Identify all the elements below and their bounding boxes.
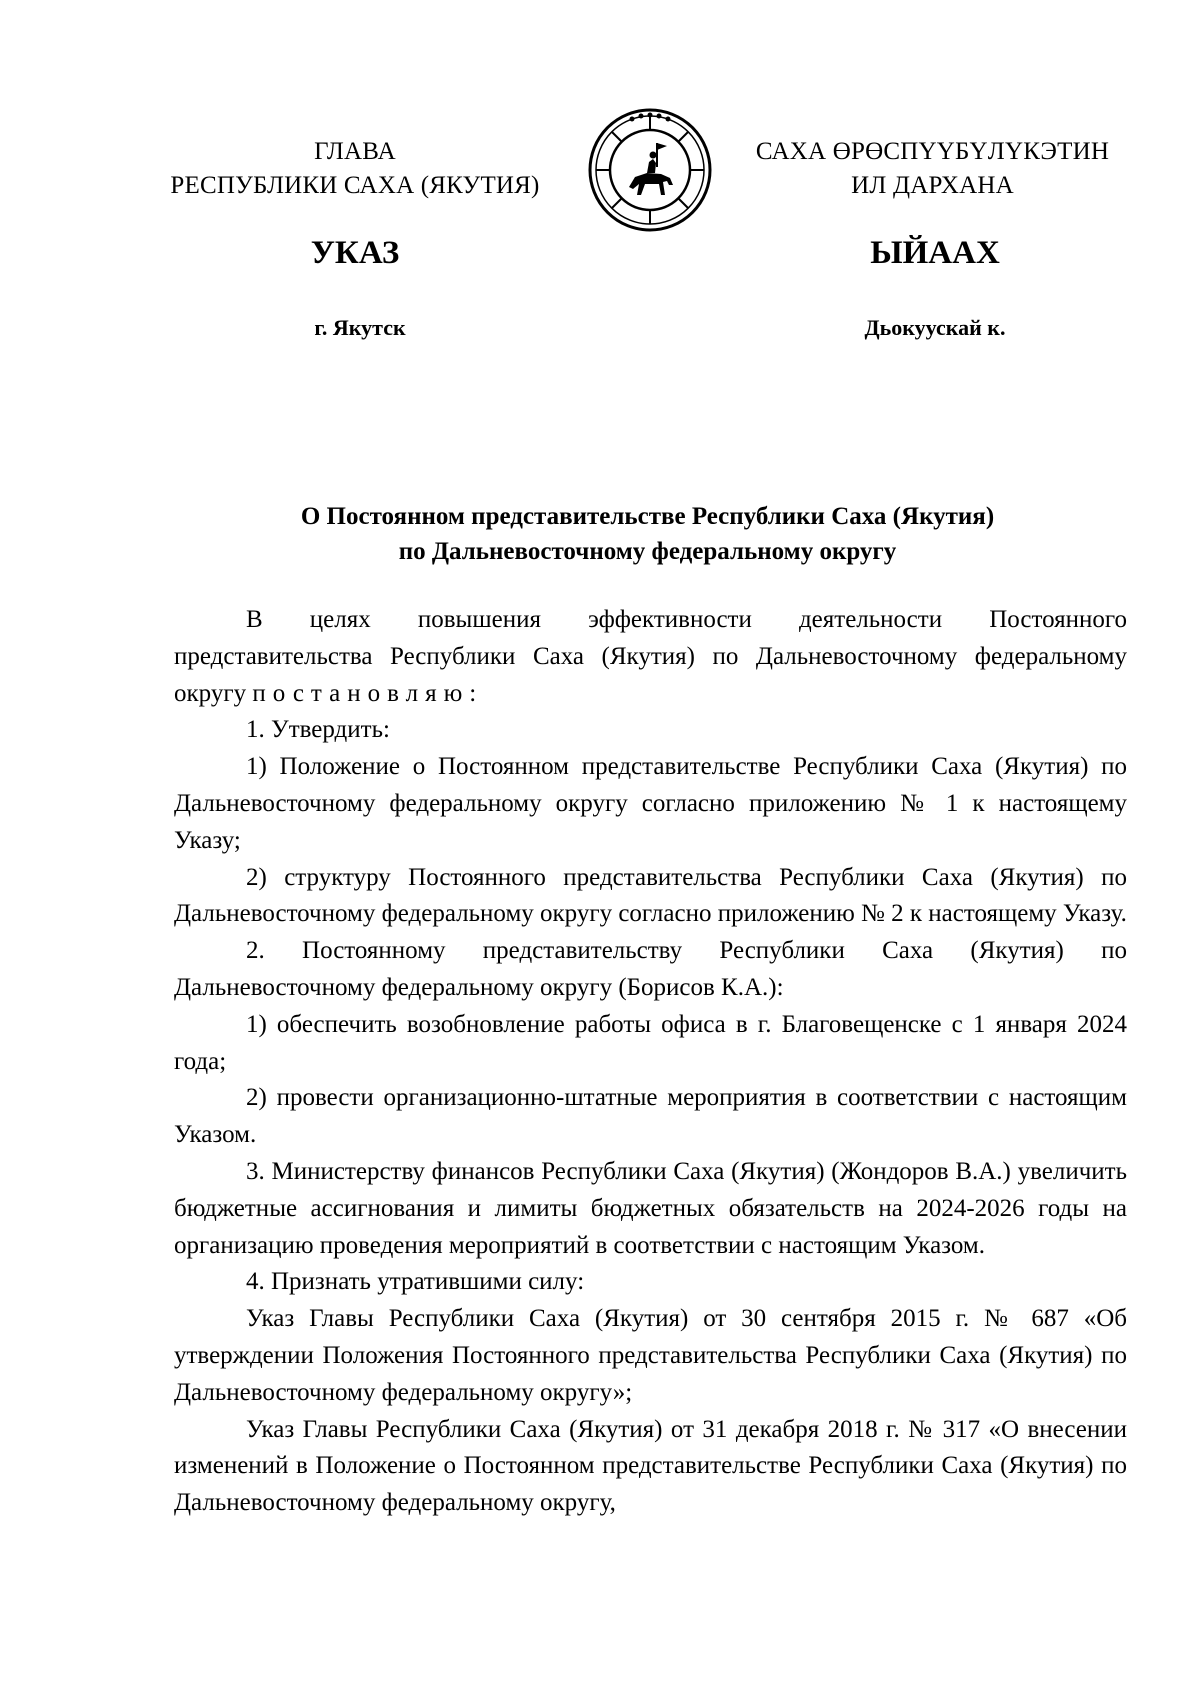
header-left-line2: РЕСПУБЛИКИ САХА (ЯКУТИЯ) <box>170 172 540 199</box>
paragraph-item-1-2: 2) структуру Постоянного представительства Республики Саха (Якутия) по Дальневосточному федеральному округу согласно приложению № 2 к настоящему Указу. <box>174 863 1127 928</box>
document-title <box>170 499 1125 569</box>
document-title-line2: по Дальневосточному федеральному округу <box>398 538 897 565</box>
preamble-end: : <box>469 679 477 707</box>
paragraph-item-1-1: 1) Положение о Постоянном представительстве Республики Саха (Якутия) по Дальневосточному федеральному округу согласно приложению № 1 к настоящему Указу; <box>174 753 1127 854</box>
header-right-line1: САХА ӨРӨСПҮҮБҮЛҮКЭТИН <box>755 138 1110 165</box>
paragraph-item-3: 3. Министерству финансов Республики Саха (Якутия) (Жондоров В.А.) увеличить бюджетные ассигнования и лимиты бюджетных обязательств на 2024-2026 годы на организацию проведения мероприятий в соответствии с настоящим Указом. <box>174 1157 1127 1259</box>
paragraph-item-4: 4. Признать утратившими силу: <box>246 1268 585 1296</box>
header-left-line1: ГЛАВА <box>314 138 396 165</box>
document-body <box>174 602 1127 1522</box>
preamble-text: В целях повышения эффективности деятельности Постоянного представительства Республики Саха (Якутия) по Дальневосточному федеральному округу <box>174 606 1127 707</box>
paragraph-preamble <box>174 602 1127 712</box>
city-sakha: Дьокуускай к. <box>864 315 1006 340</box>
doc-type-sakha: ЫЙААХ <box>870 235 1000 271</box>
paragraph-item-2: 2. Постоянному представительству Республики Саха (Якутия) по Дальневосточному федеральному округу (Борисов К.А.): <box>174 937 1127 1001</box>
paragraph-item-2-1: 1) обеспечить возобновление работы офиса в г. Благовещенске с 1 января 2024 года; <box>174 1010 1127 1075</box>
city-ru: г. Якутск <box>314 315 406 340</box>
header-right <box>740 135 1125 203</box>
doc-type-ru: УКАЗ <box>310 235 400 271</box>
document-title-line1: О Постоянном представительстве Республики Саха (Якутия) <box>300 503 995 530</box>
paragraph-repealed-2: Указ Главы Республики Саха (Якутия) от 31 декабря 2018 г. № 317 «О внесении изменений в Положение о Постоянном представительстве Республики Саха (Якутия) по Дальневосточному федеральному округу, <box>174 1415 1127 1517</box>
header-left <box>150 135 560 203</box>
paragraph-item-1: 1. Утвердить: <box>246 716 390 744</box>
paragraph-item-2-2: 2) провести организационно-штатные мероприятия в соответствии с настоящим Указом. <box>174 1084 1127 1149</box>
preamble-decree-word: постановляю <box>252 679 470 707</box>
emblem-of-sakha-icon <box>587 107 713 233</box>
paragraph-repealed-1: Указ Главы Республики Саха (Якутия) от 30 сентября 2015 г. № 687 «Об утверждении Положения Постоянного представительства Республики Саха (Якутия) по Дальневосточному федеральному округу»; <box>174 1305 1127 1406</box>
header-right-line2: ИЛ ДАРХАНА <box>851 172 1014 199</box>
